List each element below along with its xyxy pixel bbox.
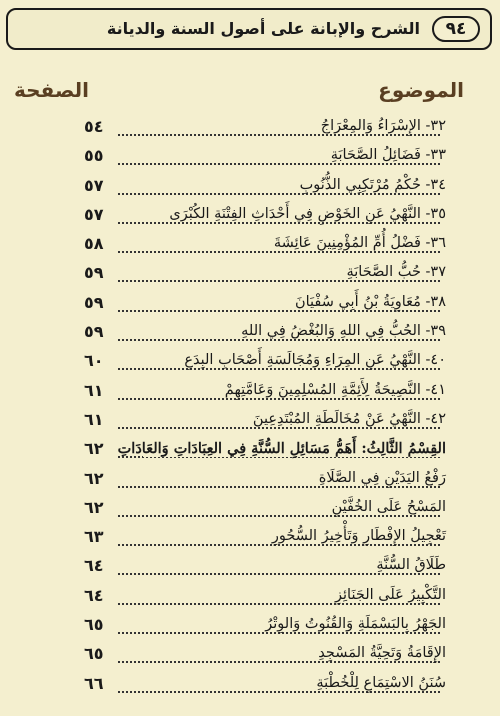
toc-entry-title: التَّكْبِيرُ عَلَى الجَنَائِزِ [332,587,446,603]
toc-entry-title: ٤٢- النَّهْيُ عَنْ مُخَالَطَةِ المُبْتَدِعِينَ [250,411,446,427]
toc-entry [0,495,500,524]
toc-entry-page: ٥٩ [84,292,104,312]
toc-entry-page: ٦١ [84,409,104,429]
toc-entry-page: ٦٣ [84,527,104,547]
toc-entry [0,378,500,407]
toc-entry [0,407,500,436]
dot-leader [118,661,440,663]
toc-entry-page: ٥٤ [84,117,104,136]
toc-list [0,114,500,700]
topic-column-heading: الموضوع [378,78,464,102]
toc-entry-page: ٦٦ [84,673,104,693]
toc-entry-title: الإِقَامَةُ وَتَحِيَّةُ المَسْجِدِ [315,645,446,661]
toc-entry [0,553,500,582]
toc-entry [0,348,500,377]
dot-leader [118,368,440,370]
toc-entry [0,143,500,172]
toc-entry-page: ٥٩ [84,322,104,342]
dot-leader [118,515,440,517]
toc-entry-title: المَسْحُ عَلَى الخُفَّيْنِ [329,499,446,515]
book-title: الشرح والإبانة على أصول السنة والديانة [106,19,420,38]
toc-entry-title: ٤١- النَّصِيحَةُ لِأَئِمَّةِ المُسْلِمِينَ وَعَامَّتِهِمْ [222,382,446,398]
toc-entry-title: ٣٦- فَضْلُ أُمِّ المُؤْمِنِينَ عَائِشَةَ [271,235,446,251]
toc-entry-page: ٥٥ [84,146,104,166]
toc-entry-page: ٦٤ [84,556,104,576]
toc-entry-title: طَلَاقُ السُّنَّةِ [373,557,446,573]
dot-leader [118,310,440,312]
toc-entry-title: الجَهْرُ بِالبَسْمَلَةِ وَالقُنُوتُ وَالوِتْرُ [262,616,446,632]
toc-entry [0,436,500,465]
dot-leader [118,573,440,575]
toc-entry [0,114,500,143]
toc-entry [0,583,500,612]
toc-entry-page: ٦٤ [84,585,104,605]
toc-entry-title: ٣٤- حُكْمُ مُرْتَكِبِي الذُّنُوبِ [297,177,446,193]
dot-leader [118,163,440,165]
dot-leader [118,339,440,341]
toc-entry [0,524,500,553]
toc-entry [0,641,500,670]
page-number-badge: ٩٤ [432,16,480,42]
toc-entry [0,231,500,260]
toc-entry [0,612,500,641]
dot-leader [118,544,440,546]
toc-entry [0,202,500,231]
toc-entry-page: ٦١ [84,380,104,400]
toc-entry-title: ٣٨- مُعَاوِيَةُ بْنُ أَبِي سُفْيَانَ [292,294,446,310]
toc-entry-title: ٤٠- النَّهْيُ عَنِ المِرَاءِ وَمُجَالَسَةِ أَصْحَابِ البِدَعِ [181,352,446,368]
toc-entry-title: ٣٥- النَّهْيُ عَنِ الخَوْضِ فِي أَحْدَاثِ الفِتْنَةِ الكُبْرَى [166,206,446,222]
toc-entry-title: رَفْعُ اليَدَيْنِ فِي الصَّلَاةِ [316,470,446,486]
toc-entry-title: القِسْمُ الثَّالِثُ: أَهَمُّ مَسَائِلِ السُّنَّةِ فِي العِبَادَاتِ وَالعَادَاتِ [117,440,446,458]
toc-entry [0,671,500,700]
toc-entry-title: ٣٣- فَضَائِلُ الصَّحَابَةِ [328,147,446,163]
toc-entry-page: ٥٧ [84,204,104,224]
dot-leader [118,427,440,429]
toc-entry-page: ٦٢ [84,497,104,517]
toc-entry-page: ٦٢ [84,439,104,459]
toc-entry-page: ٥٩ [84,263,104,283]
dot-leader [118,632,440,634]
toc-entry-page: ٦٥ [84,644,104,664]
dot-leader [118,222,440,224]
toc-entry-title: سُنَنُ الاسْتِمَاعِ لِلْخُطْبَةِ [313,675,446,691]
toc-entry-title: ٣٢- الإِسْرَاءُ وَالمِعْرَاجُ [318,118,446,134]
toc-entry [0,173,500,202]
dot-leader [118,134,440,136]
toc-entry [0,290,500,319]
running-header [6,8,492,50]
toc-entry [0,319,500,348]
toc-entry-page: ٦٥ [84,615,104,635]
toc-entry [0,260,500,289]
dot-leader [118,603,440,605]
dot-leader [118,280,440,282]
toc-entry-page: ٥٨ [84,234,104,254]
toc-entry-title: ٣٩- الحُبُّ فِي اللهِ وَالبُغْضُ فِي اللهِ [238,323,446,339]
toc-entry [0,466,500,495]
toc-entry-title: تَعْجِيلُ الإِفْطَارِ وَتَأْخِيرُ السُّحُورِ [269,528,446,544]
toc-entry-page: ٥٧ [84,175,104,195]
dot-leader [118,251,440,253]
toc-entry-page: ٦٠ [84,351,104,371]
page-column-heading: الصفحة [14,78,90,102]
toc-entry-page: ٦٢ [84,468,104,488]
toc-entry-title: ٣٧- حُبُّ الصَّحَابَةِ [343,264,446,280]
